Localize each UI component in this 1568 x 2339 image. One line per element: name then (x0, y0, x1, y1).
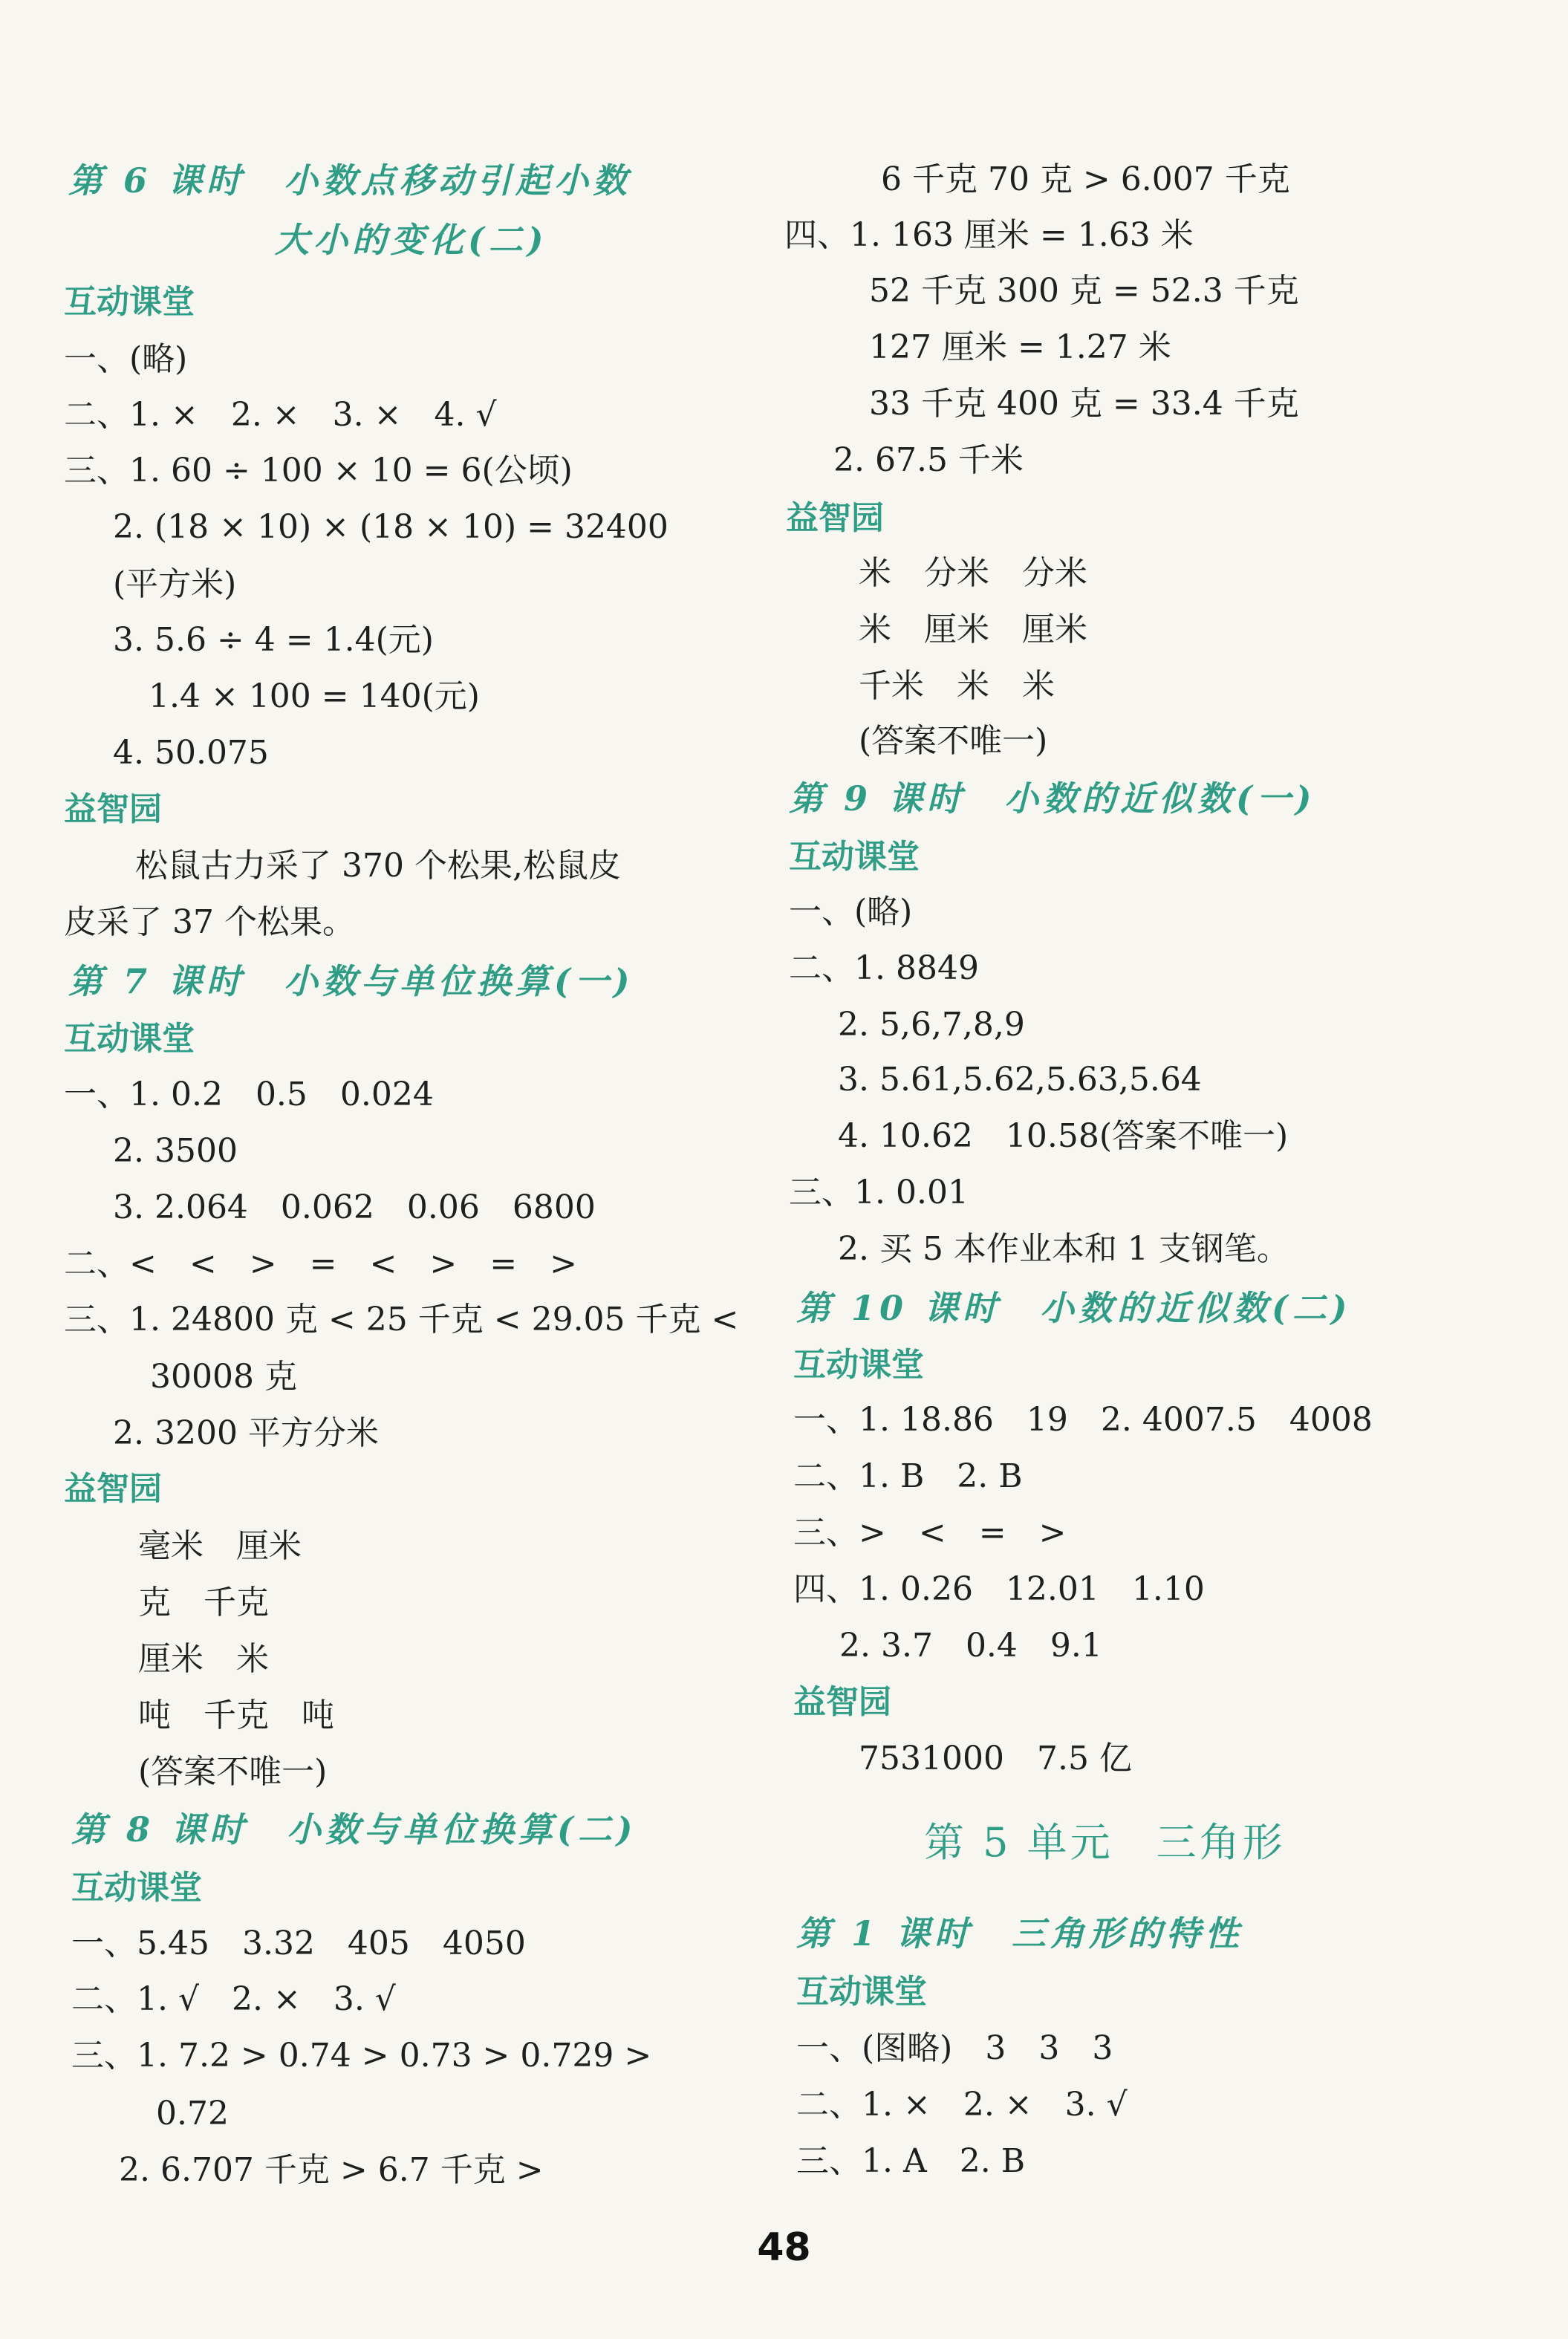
left-lesson-heading: 第 8 课时 小数与单位换算(二) (71, 1809, 637, 1850)
left-line: 克 千克 (138, 1584, 269, 1621)
left-section-heading: 互动课堂 (71, 1869, 202, 1907)
right-line: 33 千克 400 克 = 33.4 千克 (869, 385, 1299, 423)
right-line: 千米 米 米 (859, 667, 1055, 705)
right-line: 2. 67.5 千米 (833, 441, 1024, 479)
right-line: 四、1. 163 厘米 = 1.63 米 (784, 216, 1194, 254)
left-line: 厘米 米 (138, 1640, 269, 1678)
left-line: 2. 3200 平方分米 (113, 1414, 379, 1452)
left-line: 2. 6.707 千克 > 6.7 千克 > (119, 2151, 544, 2189)
left-line: 二、< < > = < > = > (64, 1245, 577, 1283)
left-line: 2. 3500 (113, 1132, 238, 1170)
left-line: (答案不唯一) (138, 1753, 328, 1791)
right-line: 52 千克 300 克 = 52.3 千克 (869, 272, 1299, 310)
right-line: 米 分米 分米 (859, 554, 1087, 592)
left-line: (平方米) (113, 565, 237, 603)
right-lesson-heading: 第 9 课时 小数的近似数(一) (789, 778, 1316, 819)
left-line: 二、1. √ 2. × 3. √ (71, 1980, 396, 2018)
right-line: 二、1. 8849 (789, 949, 979, 987)
right-line: 二、1. × 2. × 3. √ (796, 2086, 1128, 2124)
right-line: 2. 5,6,7,8,9 (838, 1006, 1025, 1044)
right-line: 二、1. B 2. B (793, 1457, 1023, 1495)
right-section-heading: 互动课堂 (793, 1346, 924, 1384)
left-line: 松鼠古力采了 370 个松果,松鼠皮 (135, 847, 621, 885)
right-section-heading: 互动课堂 (789, 838, 920, 876)
right-line: 7531000 7.5 亿 (859, 1740, 1132, 1777)
left-section-heading: 益智园 (64, 790, 162, 828)
left-line: 0.72 (156, 2095, 229, 2133)
right-lesson-heading: 第 1 课时 三角形的特性 (796, 1913, 1244, 1953)
right-line: 一、(图略) 3 3 3 (796, 2029, 1113, 2067)
left-line: 3. 5.6 ÷ 4 = 1.4(元) (113, 621, 434, 659)
right-line: 一、(略) (789, 893, 913, 931)
right-line: 3. 5.61,5.62,5.63,5.64 (838, 1061, 1202, 1099)
left-line: 三、1. 24800 克 < 25 千克 < 29.05 千克 < (64, 1301, 739, 1338)
right-line: 四、1. 0.26 12.01 1.10 (793, 1570, 1205, 1608)
right-line: 2. 买 5 本作业本和 1 支钢笔。 (838, 1230, 1289, 1268)
left-lesson-heading: 第 7 课时 小数与单位换算(一) (68, 961, 634, 1001)
right-line: 米 厘米 厘米 (859, 611, 1087, 648)
right-unit-heading: 第 5 单元 三角形 (924, 1819, 1286, 1866)
left-line: 吨 千克 吨 (138, 1696, 334, 1734)
right-section-heading: 互动课堂 (796, 1973, 927, 2011)
right-line: 一、1. 18.86 19 2. 4007.5 4008 (793, 1401, 1373, 1439)
left-lesson-heading: 第 6 课时 小数点移动引起小数 (68, 160, 632, 201)
left-line: 2. (18 × 10) × (18 × 10) = 32400 (113, 508, 668, 546)
right-section-heading: 益智园 (786, 499, 884, 537)
left-line: 皮采了 37 个松果。 (64, 903, 355, 941)
right-line: 127 厘米 = 1.27 米 (869, 328, 1171, 366)
left-line: 1.4 × 100 = 140(元) (149, 677, 480, 715)
left-line: 一、(略) (64, 340, 188, 378)
left-line: 二、1. × 2. × 3. × 4. √ (64, 396, 497, 434)
right-line: 4. 10.62 10.58(答案不唯一) (838, 1117, 1289, 1155)
right-line: 6 千克 70 克 > 6.007 千克 (881, 160, 1290, 198)
page-number: 48 (757, 2225, 811, 2270)
left-section-heading: 互动课堂 (64, 1020, 195, 1058)
right-section-heading: 益智园 (793, 1683, 891, 1721)
left-section-heading: 互动课堂 (64, 283, 195, 321)
right-line: 三、1. A 2. B (796, 2142, 1026, 2180)
left-line: 三、1. 7.2 > 0.74 > 0.73 > 0.729 > (71, 2037, 652, 2075)
left-lesson-heading: 大小的变化(二) (275, 220, 548, 260)
left-line: 4. 50.075 (113, 734, 269, 772)
left-line: 三、1. 60 ÷ 100 × 10 = 6(公顷) (64, 452, 573, 489)
right-line: (答案不唯一) (859, 722, 1048, 760)
left-line: 3. 2.064 0.062 0.06 6800 (113, 1188, 596, 1226)
left-line: 30008 克 (150, 1358, 297, 1396)
right-line: 三、> < = > (793, 1514, 1067, 1552)
left-line: 毫米 厘米 (138, 1527, 302, 1565)
left-line: 一、5.45 3.32 405 4050 (71, 1925, 526, 1962)
right-lesson-heading: 第 10 课时 小数的近似数(二) (796, 1288, 1352, 1328)
right-line: 2. 3.7 0.4 9.1 (839, 1627, 1102, 1665)
left-line: 一、1. 0.2 0.5 0.024 (64, 1076, 434, 1113)
right-line: 三、1. 0.01 (789, 1174, 969, 1211)
left-section-heading: 益智园 (64, 1470, 162, 1508)
